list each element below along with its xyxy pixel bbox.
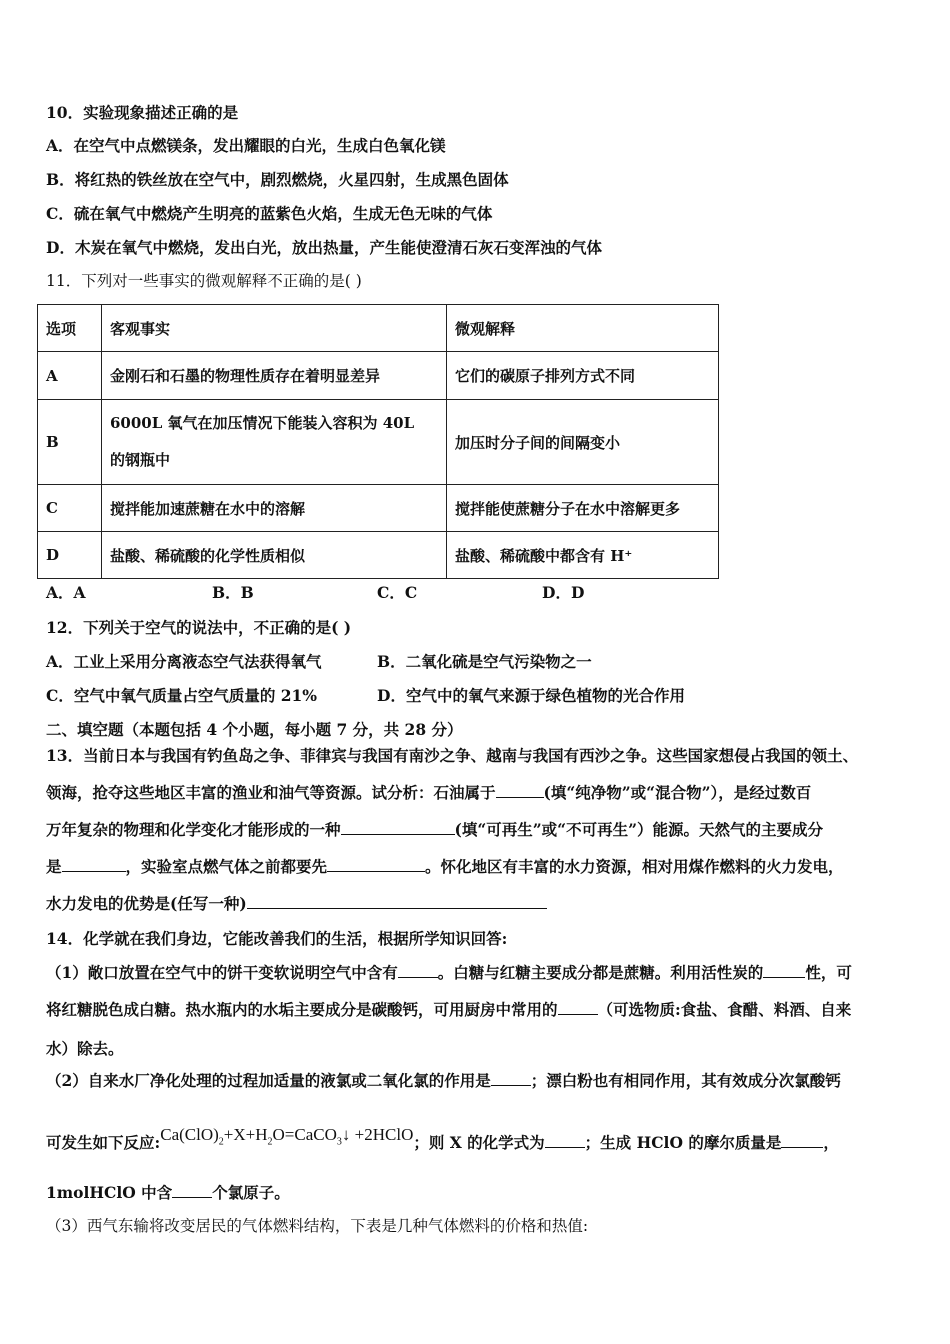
q13-text: (填“可再生”或“不可再生”）能源。天然气的主要成分 — [454, 820, 824, 839]
q11-choice-c: C．C — [377, 583, 418, 602]
q14-p2-line3 — [46, 1183, 290, 1203]
table-row — [38, 400, 719, 485]
blank-renewable[interactable] — [341, 820, 455, 835]
q10-option-b: B．将红热的铁丝放在空气中，剧烈燃烧，火星四射，生成黑色固体 — [46, 170, 509, 189]
row-option: B — [38, 400, 102, 485]
q14-text: ；生成 HClO 的摩尔质量是 — [584, 1133, 782, 1152]
blank-hydro-advantage[interactable] — [247, 894, 547, 909]
q11-choice-b: B．B — [212, 583, 254, 602]
q14-text: ；漂白粉也有相同作用，其有效成分次氯酸钙 — [530, 1071, 841, 1090]
row-explain: 它们的碳原子排列方式不同 — [447, 352, 719, 400]
row-fact: 搅拌能加速蔗糖在水中的溶解 — [102, 485, 447, 532]
q13-text: 是 — [46, 857, 62, 876]
q13-line2 — [46, 783, 811, 803]
q14-text: （1）敞口放置在空气中的饼干变软说明空气中含有 — [46, 963, 398, 982]
q14-p2-line1 — [46, 1071, 841, 1091]
section-heading: 二、填空题（本题包括 4 个小题，每小题 7 分，共 28 分） — [46, 720, 463, 739]
q13-text: 领海，抢夺这些地区丰富的渔业和油气等资源。试分析：石油属于 — [46, 783, 496, 802]
table-row — [38, 532, 719, 579]
row-fact-cont: 的钢瓶中 — [110, 451, 171, 469]
q13-line5 — [46, 894, 547, 914]
q11-table — [37, 304, 719, 579]
q10-option-c: C．硫在氧气中燃烧产生明亮的蓝紫色火焰，生成无色无味的气体 — [46, 204, 493, 223]
q14-text: 个氯原子。 — [212, 1183, 290, 1202]
blank-air-content[interactable] — [398, 963, 438, 978]
blank-kitchen-item[interactable] — [558, 1000, 598, 1015]
q13-text: (填“纯净物”或“混合物”），是经过数百 — [543, 783, 812, 802]
row-fact: 金刚石和石墨的物理性质存在着明显差异 — [102, 352, 447, 400]
q14-text: 。白糖与红糖主要成分都是蔗糖。利用活性炭的 — [437, 963, 764, 982]
row-explain: 搅拌能使蔗糖分子在水中溶解更多 — [447, 485, 719, 532]
q10-stem: 10．实验现象描述正确的是 — [46, 103, 239, 122]
row-option: A — [38, 352, 102, 400]
blank-molar-mass[interactable] — [781, 1133, 823, 1148]
q11-choice-a: A．A — [46, 583, 86, 602]
q14-text: 将红糖脱色成白糖。热水瓶内的水垢主要成分是碳酸钙，可用厨房中常用的 — [46, 1000, 558, 1019]
q13-text: 水力发电的优势是(任写一种) — [46, 894, 247, 913]
q13-line4 — [46, 857, 844, 877]
table-row — [38, 352, 719, 400]
q12-option-b: B．二氧化硫是空气污染物之一 — [377, 652, 592, 671]
q14-stem: 14．化学就在我们身边，它能改善我们的生活，根据所学知识回答: — [46, 929, 508, 948]
header-explain: 微观解释 — [447, 305, 719, 352]
q14-p1-line2 — [46, 1000, 851, 1020]
q14-p1-line1 — [46, 963, 852, 983]
q10-option-d: D．木炭在氧气中燃烧，发出白光，放出热量，产生能使澄清石灰石变浑浊的气体 — [46, 238, 602, 257]
q13-text: ，实验室点燃气体之前都要先 — [125, 857, 328, 876]
q14-p2-line2 — [46, 1125, 839, 1160]
row-explain: 加压时分子间的间隔变小 — [447, 400, 719, 485]
q12-option-d: D．空气中的氧气来源于绿色植物的光合作用 — [377, 686, 685, 705]
q14-text: （2）自来水厂净化处理的过程加适量的液氯或二氧化氯的作用是 — [46, 1071, 491, 1090]
blank-before-ignite[interactable] — [327, 857, 425, 872]
q13-line1: 13．当前日本与我国有钓鱼岛之争、菲律宾与我国有南沙之争、越南与我国有西沙之争。这些国家想侵占我国的领土、 — [46, 746, 859, 765]
table-header-row — [38, 305, 719, 352]
blank-gas-component[interactable] — [62, 857, 126, 872]
row-option: C — [38, 485, 102, 532]
blank-chlorine-effect[interactable] — [491, 1071, 531, 1086]
q14-text: 可发生如下反应: — [46, 1133, 161, 1152]
header-option: 选项 — [38, 305, 102, 352]
q11-stem: 11．下列对一些事实的微观解释不正确的是( ) — [46, 272, 362, 290]
q14-text: 性，可 — [805, 963, 852, 982]
q13-text: 万年复杂的物理和化学变化才能形成的一种 — [46, 820, 341, 839]
q14-text: ， — [823, 1133, 839, 1152]
q12-stem: 12．下列关于空气的说法中，不正确的是( ) — [46, 618, 352, 637]
row-fact-cell — [102, 400, 447, 485]
q14-text: （可选物质:食盐、食醋、料酒、自来 — [597, 1000, 852, 1019]
q14-p3: （3）西气东输将改变居民的气体燃料结构，下表是几种气体燃料的价格和热值: — [46, 1217, 589, 1235]
blank-chlorine-atoms[interactable] — [172, 1183, 212, 1198]
q12-option-c: C．空气中氧气质量占空气质量的 21% — [46, 686, 318, 705]
row-fact: 盐酸、稀硫酸的化学性质相似 — [102, 532, 447, 579]
row-explain: 盐酸、稀硫酸中都含有 H⁺ — [447, 532, 719, 579]
q12-option-a: A．工业上采用分离液态空气法获得氧气 — [46, 652, 322, 671]
q14-text: ；则 X 的化学式为 — [413, 1133, 545, 1152]
blank-x-formula[interactable] — [545, 1133, 585, 1148]
q13-line3 — [46, 820, 823, 840]
q10-option-a: A．在空气中点燃镁条，发出耀眼的白光，生成白色氧化镁 — [46, 136, 446, 155]
table-row — [38, 485, 719, 532]
reaction-equation: $Ca(ClO)_2+X+H_2O=CaCO_3↓$ +2HClO — [160, 1125, 414, 1148]
q14-p1-line3: 水）除去。 — [46, 1039, 124, 1058]
blank-carbon-property[interactable] — [763, 963, 805, 978]
q14-text: 1molHClO 中含 — [46, 1183, 173, 1202]
q11-choice-d: D．D — [542, 583, 585, 602]
row-option: D — [38, 532, 102, 579]
row-fact: 6000L 氧气在加压情况下能装入容积为 40L — [110, 414, 415, 432]
blank-petroleum[interactable] — [496, 783, 544, 798]
q13-text: 。怀化地区有丰富的水力资源，相对用煤作燃料的火力发电， — [425, 857, 844, 876]
header-fact: 客观事实 — [102, 305, 447, 352]
